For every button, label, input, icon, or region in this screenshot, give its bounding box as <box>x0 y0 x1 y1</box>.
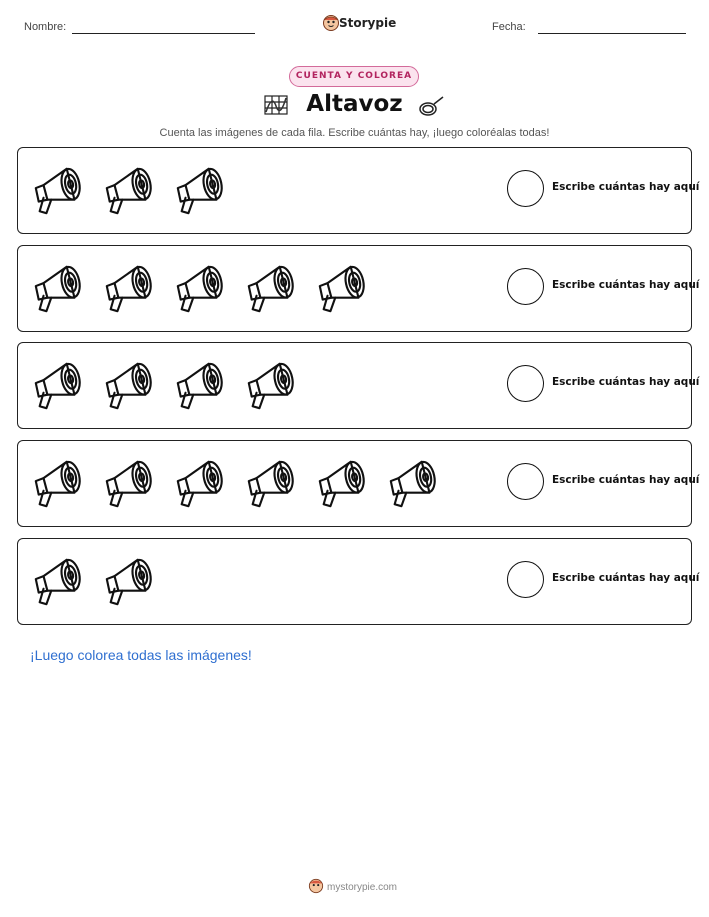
count-row <box>17 147 700 234</box>
megaphone-icon <box>172 160 230 220</box>
name-label: Nombre: <box>24 21 67 33</box>
count-row <box>17 245 700 332</box>
megaphone-icon <box>30 355 88 415</box>
megaphone-icon <box>172 355 230 415</box>
megaphone-icon <box>243 453 301 513</box>
megaphone-icon <box>172 258 230 318</box>
megaphone-icon <box>101 258 159 318</box>
answer-circle[interactable] <box>507 365 544 402</box>
answer-label: Escribe cuántas hay aquí <box>552 279 700 291</box>
count-row <box>17 538 700 625</box>
megaphone-icon <box>385 453 443 513</box>
footer-url: mystorypie.com <box>327 882 398 893</box>
megaphone-icon <box>30 160 88 220</box>
instructions: Cuenta las imágenes de cada fila. Escribe cuántas hay, ¡luego coloréalas todas! <box>159 127 550 139</box>
megaphone-icon <box>172 453 230 513</box>
megaphone-icon <box>30 258 88 318</box>
megaphone-icon <box>30 551 88 611</box>
answer-label: Escribe cuántas hay aquí <box>552 572 700 584</box>
footer-note: ¡Luego colorea todas las imágenes! <box>30 647 252 663</box>
answer-label: Escribe cuántas hay aquí <box>552 376 700 388</box>
count-row <box>17 440 700 527</box>
answer-circle[interactable] <box>507 561 544 598</box>
storypie-footer-logo-icon <box>308 878 324 894</box>
brand-name: Storypie <box>339 16 397 30</box>
answer-label: Escribe cuántas hay aquí <box>552 474 700 486</box>
answer-label: Escribe cuántas hay aquí <box>552 181 700 193</box>
megaphone-icon <box>101 160 159 220</box>
name-line[interactable] <box>72 33 255 34</box>
megaphone-icon <box>101 453 159 513</box>
date-line[interactable] <box>538 33 686 34</box>
answer-circle[interactable] <box>507 268 544 305</box>
page-title: Altavoz <box>306 91 403 117</box>
count-row <box>17 342 700 429</box>
megaphone-icon <box>101 551 159 611</box>
megaphone-icon <box>243 258 301 318</box>
answer-circle[interactable] <box>507 463 544 500</box>
megaphone-icon <box>314 453 372 513</box>
date-label: Fecha: <box>492 21 526 33</box>
megaphone-icon <box>243 355 301 415</box>
megaphone-icon <box>30 453 88 513</box>
pan-icon <box>418 94 446 118</box>
answer-circle[interactable] <box>507 170 544 207</box>
activity-badge: CUENTA Y COLOREA <box>289 66 419 87</box>
megaphone-icon <box>314 258 372 318</box>
megaphone-icon <box>101 355 159 415</box>
